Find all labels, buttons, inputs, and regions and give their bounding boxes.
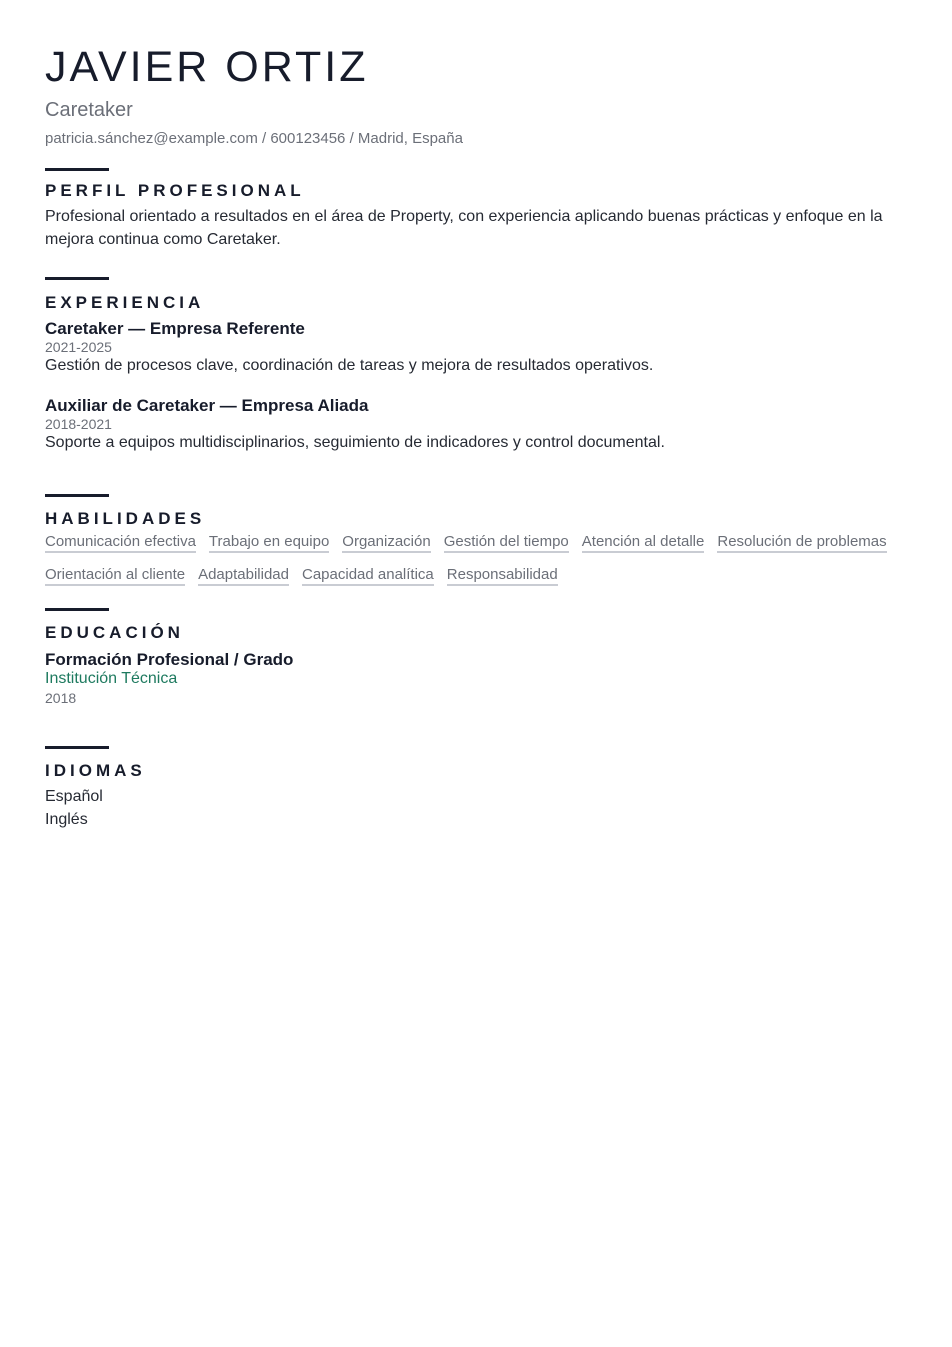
- skills-section: [45, 494, 907, 586]
- contact-line: patricia.sánchez@example.com / 600123456 / Madrid, España: [45, 130, 463, 147]
- education-degree: Formación Profesional / Grado: [45, 650, 294, 669]
- education-section: [45, 608, 907, 706]
- experience-item: [45, 396, 907, 454]
- section-divider: [45, 494, 109, 497]
- job-dates: 2018-2021: [45, 416, 112, 432]
- job-title: Auxiliar de Caretaker — Empresa Aliada: [45, 396, 369, 415]
- skill-tag: Orientación al cliente: [45, 566, 185, 586]
- skill-tag: Capacidad analítica: [302, 566, 434, 586]
- profile-heading: PERFIL PROFESIONAL: [45, 181, 305, 200]
- experience-section: [45, 277, 907, 454]
- section-divider: [45, 608, 109, 611]
- language-item: Español: [45, 788, 103, 805]
- skills-heading: HABILIDADES: [45, 509, 206, 528]
- skill-tag: Adaptabilidad: [198, 566, 289, 586]
- skill-tag: Resolución de problemas: [717, 533, 886, 553]
- education-heading: EDUCACIÓN: [45, 623, 184, 642]
- job-dates: 2021-2025: [45, 339, 112, 355]
- profile-section: [45, 168, 907, 251]
- skill-tag: Trabajo en equipo: [209, 533, 329, 553]
- skill-tag: Responsabilidad: [447, 566, 558, 586]
- education-year: 2018: [45, 690, 77, 706]
- education-school: Institución Técnica: [45, 670, 178, 687]
- profile-text: Profesional orientado a resultados en el área de Property, con experiencia aplicando buenas prácticas y enfoque en la mejora continua como Caretaker.: [45, 208, 883, 248]
- job-description: Soporte a equipos multidisciplinarios, seguimiento de indicadores y control documental.: [45, 434, 665, 451]
- skill-tag: Atención al detalle: [582, 533, 705, 553]
- job-title: Caretaker — Empresa Referente: [45, 319, 305, 338]
- job-description: Gestión de procesos clave, coordinación de tareas y mejora de resultados operativos.: [45, 357, 654, 374]
- skill-tag: Comunicación efectiva: [45, 533, 196, 553]
- candidate-name: JAVIER ORTIZ: [45, 43, 369, 91]
- resume-header: [45, 0, 907, 148]
- languages-section: [45, 746, 907, 831]
- experience-item: [45, 319, 907, 377]
- candidate-role: Caretaker: [45, 99, 133, 121]
- skill-tag: Gestión del tiempo: [444, 533, 569, 553]
- languages-list: [45, 785, 907, 831]
- section-divider: [45, 168, 109, 171]
- skill-tag: Organización: [342, 533, 430, 553]
- section-divider: [45, 746, 109, 749]
- languages-heading: IDIOMAS: [45, 761, 146, 780]
- experience-heading: EXPERIENCIA: [45, 293, 205, 312]
- skills-list: [45, 533, 907, 586]
- section-divider: [45, 277, 109, 280]
- language-item: Inglés: [45, 811, 88, 828]
